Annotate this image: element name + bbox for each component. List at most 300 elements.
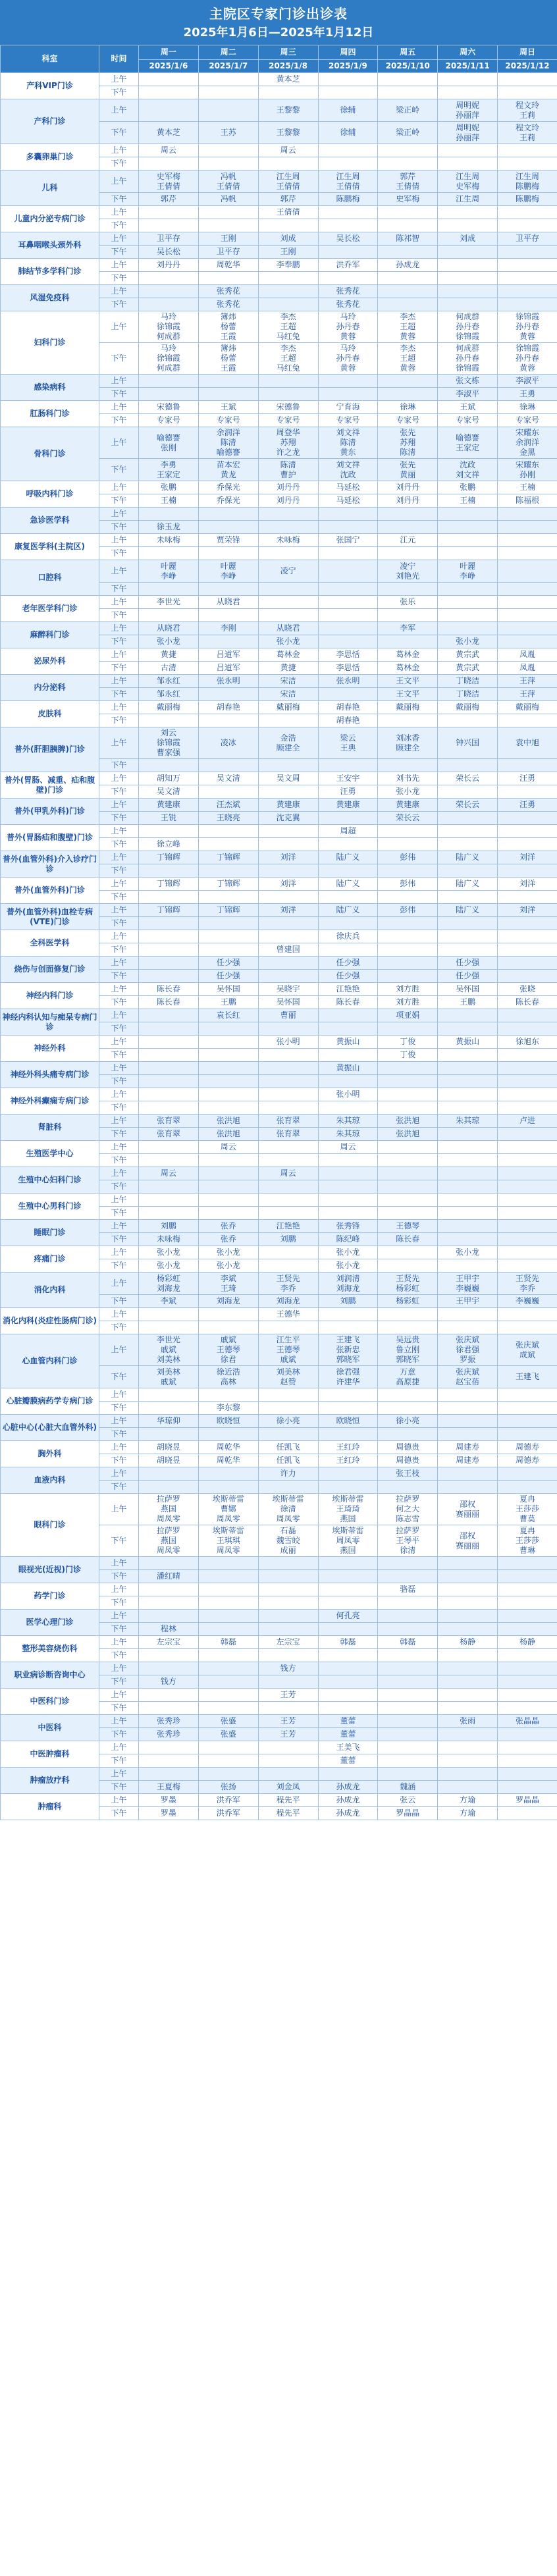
period-label: 上午: [99, 727, 139, 759]
doctor-cell: [438, 1154, 498, 1167]
doctor-cell: [378, 1246, 438, 1259]
doctor-cell: [139, 609, 199, 622]
doctor-cell: [378, 1388, 438, 1402]
doctor-cell: [498, 1128, 557, 1141]
doctor-cell: [438, 298, 498, 311]
doctor-cell: 王建飞: [498, 1366, 557, 1388]
doctor-cell: [139, 1610, 199, 1623]
period-label: 下午: [99, 812, 139, 825]
doctor-cell: 胡春艳: [318, 701, 378, 714]
department-name: 普外(胃肠疝和腹壁)门诊: [1, 825, 99, 851]
doctor-cell: [258, 864, 318, 878]
table-row: [1, 1441, 557, 1454]
doctor-cell: 张乐: [378, 596, 438, 609]
doctor-cell: 李世光: [139, 596, 199, 609]
schedule-table: [0, 45, 557, 1820]
doctor-cell: [139, 1088, 199, 1101]
doctor-cell: [438, 1570, 498, 1583]
period-label: 上午: [99, 596, 139, 609]
doctor-cell: 马玲 徐锦霞 何成群: [139, 311, 199, 343]
department-name: 中医科门诊: [1, 1689, 99, 1715]
department-name: 烧伤与创面修复门诊: [1, 957, 99, 983]
department-name: 普外(肝胆胰脾)门诊: [1, 727, 99, 772]
doctor-cell: [498, 285, 557, 298]
doctor-cell: 吴怀国: [438, 983, 498, 996]
doctor-cell: [438, 812, 498, 825]
doctor-cell: 杨静: [498, 1636, 557, 1649]
doctor-cell: 埃斯蒂雷 王琪琪 周凤零: [198, 1525, 258, 1557]
doctor-cell: 周乾华: [198, 1441, 258, 1454]
period-label: 下午: [99, 1525, 139, 1557]
doctor-cell: 梁云 王典: [318, 727, 378, 759]
doctor-cell: [498, 1321, 557, 1334]
doctor-cell: [438, 547, 498, 560]
period-label: 上午: [99, 427, 139, 459]
period-label: 上午: [99, 622, 139, 635]
doctor-cell: 葛林金: [378, 662, 438, 675]
doctor-cell: [198, 1075, 258, 1088]
doctor-cell: [258, 1402, 318, 1415]
table-row: [1, 799, 557, 812]
doctor-cell: 冯帆 王倩倩: [198, 171, 258, 193]
doctor-cell: [498, 825, 557, 838]
doctor-cell: [198, 785, 258, 799]
doctor-cell: 凌宁 刘艳光: [378, 560, 438, 583]
doctor-cell: 苗本宏 黄龙: [198, 459, 258, 481]
doctor-cell: [318, 1702, 378, 1715]
doctor-cell: 石磊 魏雪皎 成丽: [258, 1525, 318, 1557]
doctor-cell: 胡春艳: [198, 701, 258, 714]
doctor-cell: [378, 1194, 438, 1207]
doctor-cell: [198, 1022, 258, 1036]
doctor-cell: [198, 508, 258, 521]
doctor-cell: [258, 1768, 318, 1781]
doctor-cell: [498, 272, 557, 285]
doctor-cell: 周登华 苏翔 许之龙: [258, 427, 318, 459]
doctor-cell: 周云: [139, 144, 199, 157]
doctor-cell: [198, 99, 258, 122]
period-label: 上午: [99, 648, 139, 662]
doctor-cell: [139, 73, 199, 86]
department-name: 皮肤科: [1, 701, 99, 727]
doctor-cell: [378, 521, 438, 534]
doctor-cell: 叶麗 李峥: [139, 560, 199, 583]
doctor-cell: [378, 943, 438, 957]
period-label: 下午: [99, 1154, 139, 1167]
doctor-cell: [378, 1689, 438, 1702]
doctor-cell: [438, 825, 498, 838]
period-label: 下午: [99, 122, 139, 144]
doctor-cell: 周云: [258, 144, 318, 157]
period-label: 下午: [99, 1128, 139, 1141]
doctor-cell: [139, 547, 199, 560]
doctor-cell: [139, 1689, 199, 1702]
doctor-cell: 陈祁智: [378, 232, 438, 246]
doctor-cell: [378, 1062, 438, 1075]
doctor-cell: 任凯飞: [258, 1441, 318, 1454]
doctor-cell: [378, 206, 438, 219]
department-name: 口腔科: [1, 560, 99, 596]
doctor-cell: 簿炜 杨蕾 王霞: [198, 311, 258, 343]
doctor-cell: [258, 1481, 318, 1494]
doctor-cell: [318, 1180, 378, 1194]
doctor-cell: 张小明: [258, 1036, 318, 1049]
doctor-cell: [378, 1741, 438, 1754]
doctor-cell: [258, 298, 318, 311]
doctor-cell: 王晓亮: [198, 812, 258, 825]
doctor-cell: [318, 864, 378, 878]
doctor-cell: 张小龙: [198, 1246, 258, 1259]
doctor-cell: 董蕾: [318, 1715, 378, 1728]
doctor-cell: [258, 785, 318, 799]
table-row: [1, 1557, 557, 1570]
doctor-cell: [498, 812, 557, 825]
period-label: 上午: [99, 904, 139, 917]
doctor-cell: [498, 1049, 557, 1062]
doctor-cell: [438, 1675, 498, 1689]
doctor-cell: [258, 521, 318, 534]
table-row: [1, 171, 557, 193]
doctor-cell: 张文栋: [438, 375, 498, 388]
doctor-cell: [498, 1259, 557, 1273]
doctor-cell: 江生周 陈鹏梅: [498, 171, 557, 193]
doctor-cell: 王楠: [498, 481, 557, 494]
doctor-cell: 史军梅 王倩倩: [139, 171, 199, 193]
period-label: 上午: [99, 1273, 139, 1295]
period-label: 上午: [99, 401, 139, 414]
doctor-cell: [258, 838, 318, 851]
period-label: 下午: [99, 1596, 139, 1610]
doctor-cell: [198, 206, 258, 219]
table-body: [1, 73, 557, 1820]
table-row: [1, 983, 557, 996]
doctor-cell: 汪杰斌: [198, 799, 258, 812]
doctor-cell: [498, 508, 557, 521]
table-row: [1, 622, 557, 635]
doctor-cell: 张鹏: [139, 481, 199, 494]
period-label: 下午: [99, 1728, 139, 1741]
doctor-cell: [139, 1649, 199, 1662]
doctor-cell: 余润洋 陈清 喻德謇: [198, 427, 258, 459]
doctor-cell: 陈长春: [498, 996, 557, 1009]
period-label: 上午: [99, 1308, 139, 1321]
doctor-cell: [378, 1610, 438, 1623]
doctor-cell: 凌宁: [258, 560, 318, 583]
doctor-cell: 徐小亮: [258, 1415, 318, 1428]
department-name: 老年医学科门诊: [1, 596, 99, 622]
doctor-cell: [318, 521, 378, 534]
doctor-cell: [198, 1649, 258, 1662]
doctor-cell: 拉萨罗 何之大 陈志雪: [378, 1494, 438, 1525]
doctor-cell: 朱其琼: [438, 1115, 498, 1128]
doctor-cell: 左宗宝: [139, 1636, 199, 1649]
doctor-cell: 丁锦辉: [139, 878, 199, 891]
period-label: 下午: [99, 343, 139, 375]
doctor-cell: 乔保光: [198, 481, 258, 494]
doctor-cell: 黄宗武: [438, 662, 498, 675]
doctor-cell: [438, 144, 498, 157]
doctor-cell: 戴丽梅: [378, 701, 438, 714]
doctor-cell: [498, 1062, 557, 1075]
doctor-cell: 陈福根: [498, 494, 557, 508]
header-day-date: 2025/1/7: [198, 60, 258, 73]
doctor-cell: [139, 219, 199, 232]
doctor-cell: 黄本芝: [139, 122, 199, 144]
doctor-cell: [498, 1662, 557, 1675]
doctor-cell: 专家号: [318, 414, 378, 427]
doctor-cell: [498, 219, 557, 232]
doctor-cell: 刘美林 赵赞: [258, 1366, 318, 1388]
doctor-cell: 李淑平: [438, 388, 498, 401]
period-label: 下午: [99, 785, 139, 799]
doctor-cell: [318, 375, 378, 388]
doctor-cell: 张洪旭: [378, 1128, 438, 1141]
doctor-cell: [438, 1075, 498, 1088]
doctor-cell: [198, 930, 258, 943]
doctor-cell: [258, 759, 318, 772]
department-name: 产科VIP门诊: [1, 73, 99, 99]
doctor-cell: 何孔亮: [318, 1610, 378, 1623]
period-label: 下午: [99, 547, 139, 560]
doctor-cell: [318, 917, 378, 930]
doctor-cell: 程先平: [258, 1794, 318, 1807]
period-label: 下午: [99, 1570, 139, 1583]
doctor-cell: 王刚: [258, 246, 318, 259]
table-row: [1, 1467, 557, 1481]
period-label: 下午: [99, 891, 139, 904]
doctor-cell: [198, 144, 258, 157]
doctor-cell: 王文平: [378, 688, 438, 701]
doctor-cell: 张王枝: [378, 1467, 438, 1481]
doctor-cell: [139, 917, 199, 930]
header-day-date: 2025/1/11: [438, 60, 498, 73]
doctor-cell: 丁晓洁: [438, 675, 498, 688]
doctor-cell: [198, 1036, 258, 1049]
table-row: [1, 1715, 557, 1728]
doctor-cell: 戚斌 王德琴 徐君: [198, 1334, 258, 1366]
doctor-cell: [498, 1623, 557, 1636]
doctor-cell: [139, 1402, 199, 1415]
doctor-cell: 张秀珍: [139, 1728, 199, 1741]
doctor-cell: [198, 635, 258, 648]
doctor-cell: 魏涵: [378, 1781, 438, 1794]
period-label: 上午: [99, 1768, 139, 1781]
table-row: [1, 1009, 557, 1022]
doctor-cell: 王甲宇 李巍巍: [438, 1273, 498, 1295]
doctor-cell: 李淑平: [498, 375, 557, 388]
doctor-cell: 刘鹏: [139, 1220, 199, 1233]
doctor-cell: 刘丹丹: [258, 481, 318, 494]
doctor-cell: [498, 1022, 557, 1036]
doctor-cell: 马玲 徐锦霞 何成群: [139, 343, 199, 375]
doctor-cell: 张秀花: [318, 298, 378, 311]
doctor-cell: 彭伟: [378, 851, 438, 864]
doctor-cell: [139, 157, 199, 171]
department-name: 生殖中心男科门诊: [1, 1194, 99, 1220]
period-label: 上午: [99, 1141, 139, 1154]
doctor-cell: 未咏梅: [139, 1233, 199, 1246]
doctor-cell: [318, 560, 378, 583]
doctor-cell: [498, 1807, 557, 1820]
doctor-cell: [438, 157, 498, 171]
doctor-cell: [198, 609, 258, 622]
doctor-cell: [258, 714, 318, 727]
doctor-cell: [198, 1689, 258, 1702]
doctor-cell: [139, 1741, 199, 1754]
doctor-cell: [438, 1623, 498, 1636]
doctor-cell: 江生周 王倩倩: [258, 171, 318, 193]
doctor-cell: 华琼仰: [139, 1415, 199, 1428]
doctor-cell: 李杰 王超 黄蓉: [378, 343, 438, 375]
doctor-cell: 张小龙: [438, 1246, 498, 1259]
doctor-cell: 江生平 王德琴 戚斌: [258, 1334, 318, 1366]
doctor-cell: [498, 1768, 557, 1781]
doctor-cell: [139, 1768, 199, 1781]
department-name: 骨科门诊: [1, 427, 99, 481]
doctor-cell: 江生周 王倩倩: [318, 171, 378, 193]
doctor-cell: 陈长春: [318, 996, 378, 1009]
doctor-cell: 陆广义: [318, 878, 378, 891]
table-row: [1, 232, 557, 246]
doctor-cell: 李杰 王超 马红兔: [258, 343, 318, 375]
department-name: 全科医学科: [1, 930, 99, 957]
doctor-cell: [378, 583, 438, 596]
header-day-date: 2025/1/8: [258, 60, 318, 73]
doctor-cell: 左宗宝: [258, 1636, 318, 1649]
department-name: 神经内科认知与痴呆专病门诊: [1, 1009, 99, 1036]
doctor-cell: 未咏梅: [258, 534, 318, 547]
department-name: 中医科: [1, 1715, 99, 1741]
doctor-cell: 拉萨罗 王琴平 徐清: [378, 1525, 438, 1557]
doctor-cell: [378, 1768, 438, 1781]
doctor-cell: [318, 1675, 378, 1689]
doctor-cell: [438, 1768, 498, 1781]
header-day-date: 2025/1/6: [139, 60, 199, 73]
doctor-cell: 刘鹏: [258, 1233, 318, 1246]
doctor-cell: [498, 891, 557, 904]
doctor-cell: [139, 1049, 199, 1062]
doctor-cell: [318, 759, 378, 772]
doctor-cell: 程文玲 王莉: [498, 99, 557, 122]
doctor-cell: 李思恬: [318, 648, 378, 662]
doctor-cell: 洪乔军: [198, 1807, 258, 1820]
doctor-cell: 丁晓洁: [438, 688, 498, 701]
doctor-cell: 陈鹏梅: [318, 193, 378, 206]
doctor-cell: 刘书先: [378, 772, 438, 785]
doctor-cell: [498, 622, 557, 635]
doctor-cell: [378, 157, 438, 171]
doctor-cell: 王红玲: [318, 1454, 378, 1467]
period-label: 上午: [99, 1467, 139, 1481]
header-day-date: 2025/1/12: [498, 60, 557, 73]
doctor-cell: [498, 1246, 557, 1259]
doctor-cell: [438, 714, 498, 727]
doctor-cell: [438, 1481, 498, 1494]
department-name: 儿科: [1, 171, 99, 206]
doctor-cell: [438, 1583, 498, 1596]
doctor-cell: [318, 1428, 378, 1441]
doctor-cell: [198, 943, 258, 957]
doctor-cell: 陈长春: [378, 1233, 438, 1246]
department-name: 肺结节多学科门诊: [1, 259, 99, 285]
doctor-cell: [258, 1428, 318, 1441]
doctor-cell: [318, 1101, 378, 1115]
doctor-cell: [438, 521, 498, 534]
doctor-cell: [498, 1075, 557, 1088]
title-banner: [0, 0, 557, 45]
doctor-cell: [198, 583, 258, 596]
period-label: 上午: [99, 1388, 139, 1402]
doctor-cell: [378, 1154, 438, 1167]
doctor-cell: [139, 388, 199, 401]
doctor-cell: 任少强: [318, 970, 378, 983]
period-label: 上午: [99, 675, 139, 688]
doctor-cell: [258, 1388, 318, 1402]
doctor-cell: [378, 285, 438, 298]
department-name: 肾脏科: [1, 1115, 99, 1141]
doctor-cell: [498, 583, 557, 596]
period-label: 下午: [99, 1022, 139, 1036]
doctor-cell: 马延松: [318, 494, 378, 508]
doctor-cell: 王贤先 李乔: [498, 1273, 557, 1295]
doctor-cell: [438, 1415, 498, 1428]
doctor-cell: 胡晓昱: [139, 1441, 199, 1454]
doctor-cell: 卢进: [498, 1115, 557, 1128]
doctor-cell: [378, 891, 438, 904]
doctor-cell: 刘方胜: [378, 996, 438, 1009]
table-row: [1, 904, 557, 917]
doctor-cell: 张育翠: [139, 1128, 199, 1141]
header-day-name: 周四: [318, 45, 378, 60]
doctor-cell: 欧晓恒: [318, 1415, 378, 1428]
doctor-cell: 王建飞 张新忠 郭晓军: [318, 1334, 378, 1366]
doctor-cell: [258, 86, 318, 99]
doctor-cell: [498, 560, 557, 583]
doctor-cell: [498, 1088, 557, 1101]
doctor-cell: [258, 508, 318, 521]
doctor-cell: [498, 1689, 557, 1702]
doctor-cell: [498, 970, 557, 983]
doctor-cell: 王倩倩: [258, 206, 318, 219]
doctor-cell: [378, 1321, 438, 1334]
doctor-cell: [139, 1154, 199, 1167]
department-name: 感染病科: [1, 375, 99, 401]
doctor-cell: [498, 259, 557, 272]
doctor-cell: [318, 1154, 378, 1167]
doctor-cell: [258, 917, 318, 930]
doctor-cell: [318, 1570, 378, 1583]
doctor-cell: [498, 298, 557, 311]
doctor-cell: 刘洋: [258, 851, 318, 864]
doctor-cell: 张小龙: [378, 785, 438, 799]
doctor-cell: 徐君强 许建华: [318, 1366, 378, 1388]
doctor-cell: 刘海龙: [198, 1295, 258, 1308]
table-row: [1, 825, 557, 838]
doctor-cell: 李军: [378, 622, 438, 635]
doctor-cell: [258, 1675, 318, 1689]
doctor-cell: 戴丽梅: [438, 701, 498, 714]
department-name: 妇科门诊: [1, 311, 99, 375]
doctor-cell: 吴怀国: [198, 983, 258, 996]
doctor-cell: [139, 943, 199, 957]
doctor-cell: 任少强: [198, 970, 258, 983]
doctor-cell: 程先平: [258, 1807, 318, 1820]
doctor-cell: [378, 73, 438, 86]
header-dept: 科室: [1, 45, 99, 73]
doctor-cell: [498, 246, 557, 259]
doctor-cell: 孙成龙: [378, 259, 438, 272]
period-label: 上午: [99, 560, 139, 583]
